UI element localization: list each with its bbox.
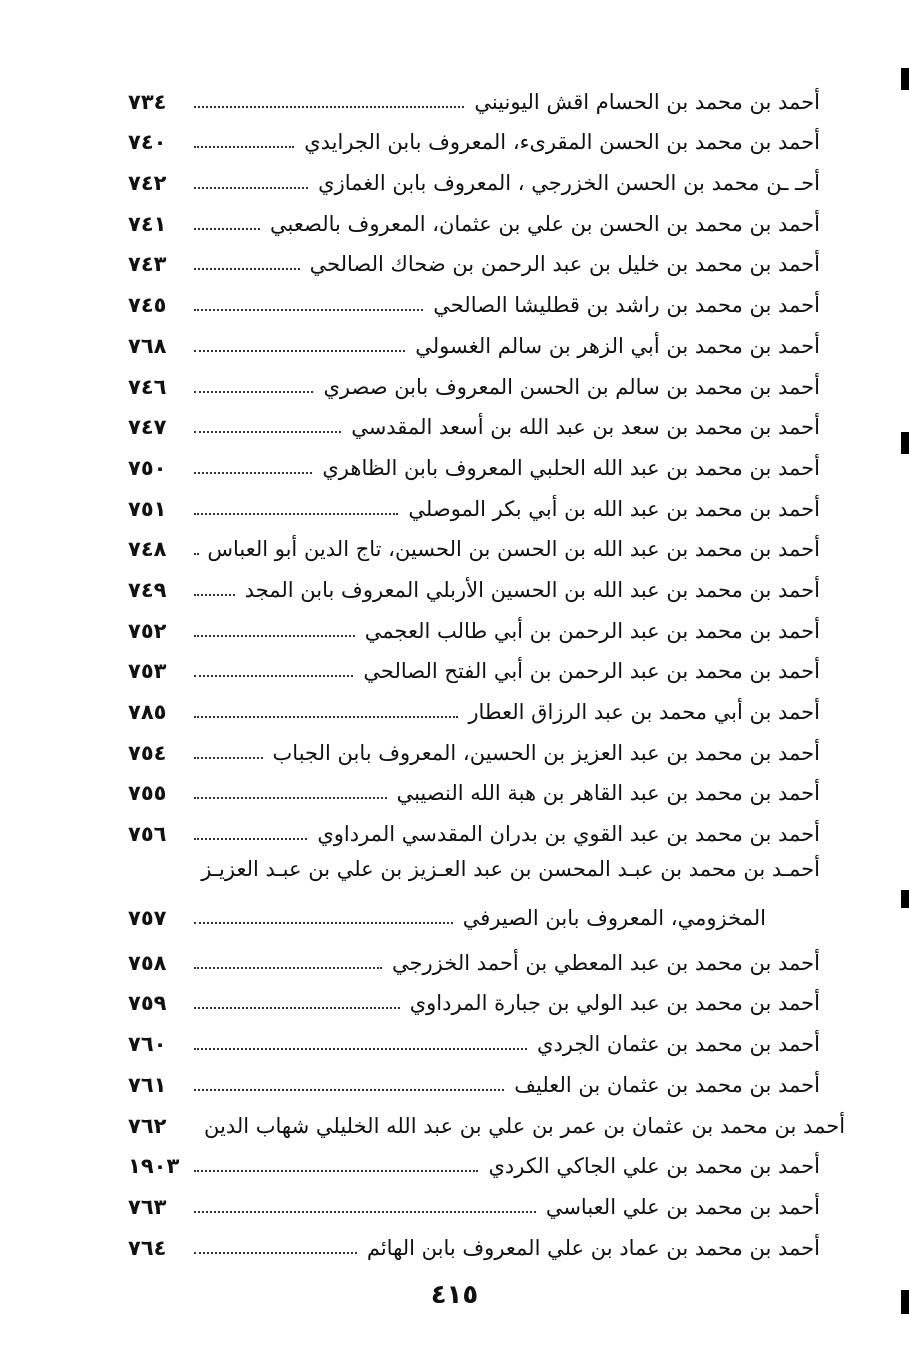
page-number: ٤١٥ <box>430 1280 479 1310</box>
dot-leader <box>194 1089 504 1091</box>
dot-leader <box>194 1211 536 1213</box>
entry-name: أحمد بن محمد بن عبد الله بن أبي بكر الموصلي <box>408 496 820 521</box>
index-entry <box>128 117 820 158</box>
entry-page-number: ٧٥٩ <box>128 991 167 1016</box>
entry-name: أحمد بن محمد بن الحسن بن علي بن عثمان، المعروف بالصعبي <box>270 211 820 236</box>
entry-name: أحمد بن محمد بن أبي الزهر بن سالم الغسولي <box>415 333 820 358</box>
edge-mark <box>901 68 909 90</box>
entry-page-number: ٧٦٢ <box>128 1113 167 1138</box>
index-entry <box>128 157 820 198</box>
entry-name: أحمد بن محمد بن سعد بن عبد الله بن أسعد المقدسي <box>351 415 820 440</box>
entry-name: أحمد بن محمد بن عبد الله بن الحسين الأربلي المعروف بابن المجد <box>244 577 820 602</box>
index-entries-list <box>128 76 846 1263</box>
entry-name: أحمد بن أبي محمد بن عبد الرزاق العطار <box>468 700 820 724</box>
entry-page-number: ٧٦١ <box>128 1072 167 1097</box>
entry-name: أحمد بن محمد بن عبد القاهر بن هبة الله النصيبي <box>396 781 820 806</box>
dot-leader <box>194 1252 357 1254</box>
entry-page-number: ٧٥٣ <box>128 659 167 684</box>
dot-leader <box>194 146 294 148</box>
entry-page-number: ٧٨٥ <box>128 700 167 724</box>
entry-page-number: ٧٥٨ <box>128 950 167 975</box>
entry-name: أحمد بن محمد بن عبد الرحمن بن أبي الفتح الصالحي <box>363 659 820 684</box>
entry-page-number: ٧٥٤ <box>128 740 167 765</box>
entry-page-number: ٧٦٤ <box>128 1235 167 1260</box>
entry-page-number: ٧٦٠ <box>128 1032 167 1057</box>
entry-name: أحمد بن محمد بن عماد بن علي المعروف بابن الهائم <box>366 1235 820 1260</box>
dot-leader <box>194 1007 400 1009</box>
dot-leader <box>194 675 353 677</box>
dot-leader <box>194 106 464 108</box>
edge-mark <box>901 432 909 454</box>
dot-leader <box>194 553 197 555</box>
edge-mark <box>901 890 909 908</box>
index-entry <box>128 402 820 443</box>
entry-name: أحمـد بن محمد بن عبـد المحسن بن عبد العـزيز بن علي بن عبـد العزيـز <box>201 857 820 882</box>
dot-leader <box>194 513 398 515</box>
index-entry <box>128 727 820 768</box>
index-entry <box>128 808 820 849</box>
index-entry <box>128 849 820 937</box>
dot-leader <box>194 838 307 840</box>
entry-name: أحمد بن محمد بن عبد الله بن الحسن بن الحسين، تاج الدين أبو العباس <box>207 537 820 562</box>
entry-name: أحمد بن محمد بن عبد الله الحلبي المعروف بابن الظاهري <box>322 455 820 480</box>
entry-page-number: ٧٤٩ <box>128 577 167 602</box>
index-entry <box>128 1100 846 1141</box>
entry-page-number: ٧٤٥ <box>128 293 167 318</box>
index-entry <box>128 483 820 524</box>
entry-name: أحمد بن محمد بن سالم بن الحسن المعروف بابن صصري <box>323 374 820 399</box>
index-entry <box>128 239 820 280</box>
entry-name: أحمد بن محمد بن الحسن المقرىء، المعروف بابن الجرايدي <box>304 130 820 155</box>
dot-leader <box>194 635 355 637</box>
entry-page-number: ٧٤١ <box>128 211 167 236</box>
entry-page-number: ٧٦٣ <box>128 1194 167 1219</box>
index-entry <box>128 1059 820 1100</box>
entry-name: أحمد بن محمد بن عثمان بن العليف <box>514 1072 820 1097</box>
index-entry <box>128 978 820 1019</box>
edge-mark <box>901 1290 909 1314</box>
dot-leader <box>194 228 260 230</box>
index-entry <box>128 279 820 320</box>
entry-page-number: ٧٤٠ <box>128 130 167 155</box>
entry-page-number: ٧٤٧ <box>128 415 167 440</box>
entry-page-number: ٧٥٧ <box>128 906 167 931</box>
entry-name: أحمد بن محمد بن عبد العزيز بن الحسين، المعروف بابن الجباب <box>272 740 820 765</box>
entry-page-number: ٧٤٦ <box>128 374 167 399</box>
entry-name: أحمد بن محمد بن الحسام اقش اليونيني <box>474 89 820 114</box>
index-entry <box>128 198 820 239</box>
dot-leader <box>194 472 312 474</box>
index-entry <box>128 1181 820 1222</box>
entry-page-number: ٧٤٣ <box>128 252 167 277</box>
index-entry <box>128 442 820 483</box>
dot-leader <box>194 594 235 596</box>
entry-page-number: ٧٥٢ <box>128 618 167 643</box>
index-entry <box>128 686 820 727</box>
entry-name: أحمد بن محمد بن عبد القوي بن بدران المقدسي المرداوي <box>317 822 820 847</box>
index-entry <box>128 320 820 361</box>
dot-leader <box>194 922 453 924</box>
dot-leader <box>194 187 308 189</box>
dot-leader <box>194 1170 478 1172</box>
index-entry <box>128 1018 820 1059</box>
dot-leader <box>194 757 263 759</box>
index-entry <box>128 1141 820 1182</box>
entry-page-number: ٧٣٤ <box>128 89 167 114</box>
dot-leader <box>194 268 300 270</box>
entry-name: أحمد بن محمد بن علي العباسي <box>545 1194 820 1219</box>
index-entry <box>128 646 820 687</box>
index-entry <box>128 76 820 117</box>
entry-page-number: ٧٥٦ <box>128 822 167 847</box>
entry-name: أحمد بن محمد بن خليل بن عبد الرحمن بن ضحاك الصالحي <box>309 252 820 277</box>
entry-page-number: ٧٥١ <box>128 496 167 521</box>
dot-leader <box>194 716 458 718</box>
entry-name: أحمد بن محمد بن عبد الرحمن بن أبي طالب العجمي <box>364 618 820 643</box>
entry-page-number: ٧٤٨ <box>128 537 167 562</box>
index-entry <box>128 937 820 978</box>
index-entry <box>128 1222 820 1263</box>
entry-name: أحمد بن محمد بن راشد بن قطليشا الصالحي <box>433 293 820 318</box>
entry-name: أحمد بن محمد بن علي الجاكي الكردي <box>488 1154 820 1179</box>
entry-continuation-line <box>128 893 820 933</box>
dot-leader <box>194 431 341 433</box>
index-entry <box>128 564 820 605</box>
dot-leader <box>194 797 387 799</box>
entry-name: أحـ ـن محمد بن الحسن الخزرجي ، المعروف بابن الغمازي <box>318 171 820 196</box>
dot-leader <box>194 391 313 393</box>
entry-name: أحمد بن محمد بن عبد المعطي بن أحمد الخزرجي <box>392 950 820 975</box>
index-entry <box>128 524 820 565</box>
entry-page-number: ٧٥٠ <box>128 455 167 480</box>
index-entry <box>128 361 820 402</box>
dot-leader <box>194 350 405 352</box>
entry-page-number: ١٩٠٣ <box>128 1154 180 1179</box>
dot-leader <box>194 309 423 311</box>
entry-page-number: ٧٥٥ <box>128 781 167 806</box>
dot-leader <box>194 967 382 969</box>
entry-name-continuation: المخزومي، المعروف بابن الصيرفي <box>462 906 766 931</box>
index-entry <box>128 768 820 809</box>
entry-page-number: ٧٦٨ <box>128 333 167 358</box>
dot-leader <box>194 1048 527 1050</box>
index-entry <box>128 605 820 646</box>
entry-name: أحمد بن محمد بن عثمان بن عمر بن علي بن عبد الله الخليلي شهاب الدين <box>204 1113 846 1138</box>
entry-name: أحمد بن محمد بن عبد الولي بن جبارة المرداوي <box>409 991 820 1016</box>
entry-page-number: ٧٤٢ <box>128 171 167 196</box>
entry-name: أحمد بن محمد بن عثمان الجردي <box>537 1032 820 1057</box>
